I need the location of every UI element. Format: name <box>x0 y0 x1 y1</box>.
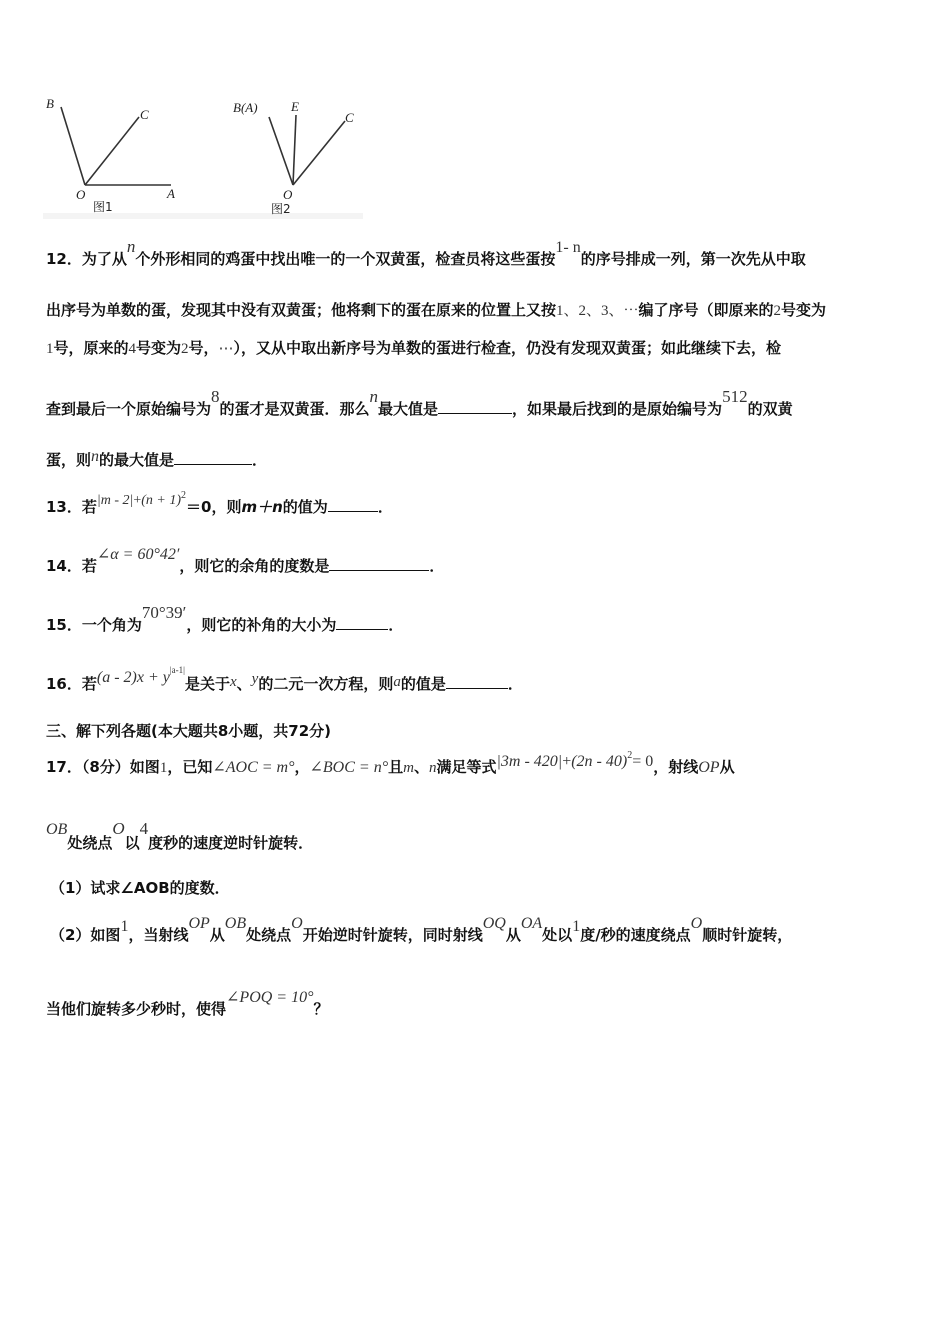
q17-var-m: m <box>403 760 414 776</box>
q17-text: ，当射线 <box>128 926 189 944</box>
q12-num: 2 <box>181 341 189 357</box>
q17-text: ，已知 <box>167 758 213 776</box>
q17-var-n: n <box>428 760 437 776</box>
q17-point-o: O <box>291 915 303 932</box>
q16-answer-blank[interactable] <box>446 687 508 689</box>
q13-exp: 2 <box>181 490 187 501</box>
q12-text: 的双黄 <box>747 400 793 418</box>
q17-ray-ob: OB <box>224 915 247 932</box>
q17-line2 <box>46 819 314 853</box>
q17-text: ， <box>294 758 310 776</box>
q12-text: 号，原来的 <box>53 339 129 357</box>
q17-sub1: （1）试求∠AOB的度数． <box>50 879 230 897</box>
q17-text: 开始逆时针旋转，同时射线 <box>302 926 483 944</box>
q13-text: ＝0，则 <box>186 498 242 516</box>
q12-text: 号， <box>188 339 219 357</box>
q15 <box>46 603 404 635</box>
q17-text: 顺时针旋转， <box>702 926 793 944</box>
q16-number: 16．若 <box>46 675 97 693</box>
q17-ray-op: OP <box>188 915 210 932</box>
fig1-label-o: O <box>76 187 86 202</box>
q16-end: ． <box>507 675 523 693</box>
q12-text: 查到最后一个原始编号为 <box>46 400 212 418</box>
q17-text: 满足等式 <box>436 758 497 776</box>
q14-expr: ∠α = 60°42′ <box>96 546 180 563</box>
q16-text: 是关于 <box>184 675 230 693</box>
q17-text: 以 <box>124 834 140 852</box>
q17-num: 1 <box>159 760 168 776</box>
q12-dots: ⋯ <box>218 341 234 357</box>
q16-text: 的二元一次方程，则 <box>258 675 394 693</box>
q16-text: 的值是 <box>400 675 446 693</box>
q17-eq-zero: = 0 <box>632 753 654 770</box>
q12-line2 <box>46 299 826 320</box>
q12-line4 <box>46 387 793 419</box>
q12-var-n: n <box>91 448 100 465</box>
q13-plus: + <box>133 493 142 508</box>
q13-text: 的值为 <box>282 498 328 516</box>
fig1-label-c: C <box>140 107 149 122</box>
q12-answer-blank-2[interactable] <box>174 463 252 465</box>
q12-text: 为了从 <box>81 250 127 268</box>
q17-line1 <box>46 750 735 777</box>
q17-angle-aoc: ∠AOC = m° <box>212 759 295 776</box>
fig1-label-b: B <box>46 96 54 111</box>
q15-number: 15．一个角为 <box>46 616 142 634</box>
q12-text: ），又从中取出新序号为单数的蛋进行检查，仍没有发现双黄蛋；如此继续下去，检 <box>233 339 782 357</box>
q17-text: 处绕点 <box>246 926 292 944</box>
q15-answer-blank[interactable] <box>336 628 388 630</box>
q17-eq-plus: + <box>562 753 572 770</box>
q13-expr-abs: |m - 2| <box>96 493 134 508</box>
q16 <box>46 665 523 694</box>
q12-text: 最大值是 <box>378 400 439 418</box>
q15-text: ，则它的补角的大小为 <box>186 616 337 634</box>
q17-number: 17．（8分）如图 <box>46 758 160 776</box>
q17-text: 从 <box>505 926 521 944</box>
q12-text: ，如果最后找到的是原始编号为 <box>512 400 723 418</box>
q17-text: 度/秒的速度绕点 <box>580 926 691 944</box>
q17-ray-oq: OQ <box>482 915 506 932</box>
q12-seq: 1、2、3、⋯ <box>556 303 639 319</box>
q17-text: 处绕点 <box>67 834 113 852</box>
fig2-label-o: O <box>283 187 293 202</box>
q12-text: 的蛋才是双黄蛋．那么 <box>219 400 370 418</box>
figures <box>43 95 363 219</box>
q12-line1 <box>46 237 806 269</box>
q12-text: 蛋，则 <box>46 451 92 469</box>
q12-text: 编了序号（即原来的 <box>638 301 774 319</box>
q12-num-8: 8 <box>211 387 220 406</box>
q17-point-o: O <box>112 819 125 838</box>
q12-num: 4 <box>128 341 137 357</box>
q12-text: 的最大值是 <box>99 451 175 469</box>
q17-text: 从 <box>209 926 225 944</box>
q12-text: 号变为 <box>781 301 827 319</box>
q12-text: 出序号为单数的蛋，发现其中没有双黄蛋；他将剩下的蛋在原来的位置上又按 <box>46 301 557 319</box>
q15-expr: 70°39′ <box>141 603 187 622</box>
q12-line5 <box>46 449 267 470</box>
q12-text: ． <box>252 451 268 469</box>
fig2-caption: 图2 <box>271 202 291 216</box>
q13-number: 13．若 <box>46 498 97 516</box>
q17-eq-sq: (2n - 40) <box>571 753 628 770</box>
section-3-heading: 三、解下列各题(本大题共8小题，共72分) <box>46 722 332 740</box>
q12-text: 个外形相同的鸡蛋中找出唯一的一个双黄蛋，检查员将这些蛋按 <box>135 250 556 268</box>
q17-text: 且 <box>388 758 404 776</box>
q14 <box>46 546 445 576</box>
q14-answer-blank[interactable] <box>329 569 429 571</box>
q17-sub2-line2 <box>46 989 329 1019</box>
q16-sep: 、 <box>236 675 252 693</box>
q17-text: 度秒的速度逆时针旋转． <box>148 834 314 852</box>
q14-text: ，则它的余角的度数是 <box>179 557 330 575</box>
q12-num: 1 <box>46 341 54 357</box>
q12-text: 的序号排成一列，第一次先从中取 <box>580 250 806 268</box>
q12-var-n: n <box>369 387 379 406</box>
q17-angle-poq: ∠POQ = 10° <box>226 989 314 1006</box>
q17-text: 当他们旋转多少秒时，使得 <box>46 1000 227 1018</box>
q13-mn: m＋n <box>241 498 283 516</box>
q12-answer-blank-1[interactable] <box>438 412 512 414</box>
q17-num: 1 <box>572 918 581 935</box>
q17-angle-boc: ∠BOC = n° <box>309 759 389 776</box>
q17-text: 、 <box>413 758 429 776</box>
q14-number: 14．若 <box>46 557 97 575</box>
q13-expr-sq: (n + 1) <box>141 493 182 508</box>
q17-eq-abs: |3m - 420| <box>496 753 563 770</box>
q12-num: 2 <box>773 303 782 319</box>
q17-num: 1 <box>120 918 129 935</box>
q13 <box>46 490 393 517</box>
q17-text: ？ <box>313 1000 329 1018</box>
fig1-label-a: A <box>167 186 175 201</box>
q12-number: 12． <box>46 250 82 268</box>
q17-point-o: O <box>690 915 703 932</box>
q12-range: 1- n <box>555 239 581 256</box>
q16-exp: |a-1| <box>169 665 185 675</box>
q12-num-512: 512 <box>722 387 748 406</box>
fig2-label-c: C <box>345 110 354 125</box>
q17-text: ，射线 <box>653 758 699 776</box>
q17-eq-exp: 2 <box>627 750 633 761</box>
q17-ray-oa: OA <box>520 915 543 932</box>
q17-sub2 <box>50 915 793 945</box>
q16-expr: (a - 2)x + y <box>96 669 170 686</box>
q17-text: （2）如图 <box>50 926 121 944</box>
q16-var-a: a <box>393 674 401 690</box>
q17-num-4: 4 <box>139 819 149 838</box>
q13-end: ． <box>377 498 393 516</box>
fig1-caption: 图1 <box>93 200 113 214</box>
q14-end: ． <box>429 557 445 575</box>
fig2-label-e: E <box>291 99 299 114</box>
q12-line3 <box>46 337 781 358</box>
q17-ray-ob: OB <box>46 821 68 838</box>
q16-var-y: y <box>251 671 259 687</box>
q15-end: ． <box>388 616 404 634</box>
q13-answer-blank[interactable] <box>328 510 378 512</box>
q17-ray-op: OP <box>698 759 720 776</box>
q12-text: 号变为 <box>136 339 182 357</box>
q12-var-n: n <box>126 237 136 256</box>
q16-var-x: x <box>229 674 237 690</box>
fig2-label-ba: B(A) <box>233 100 258 115</box>
q17-text: 处以 <box>542 926 573 944</box>
q17-text: 从 <box>719 758 735 776</box>
